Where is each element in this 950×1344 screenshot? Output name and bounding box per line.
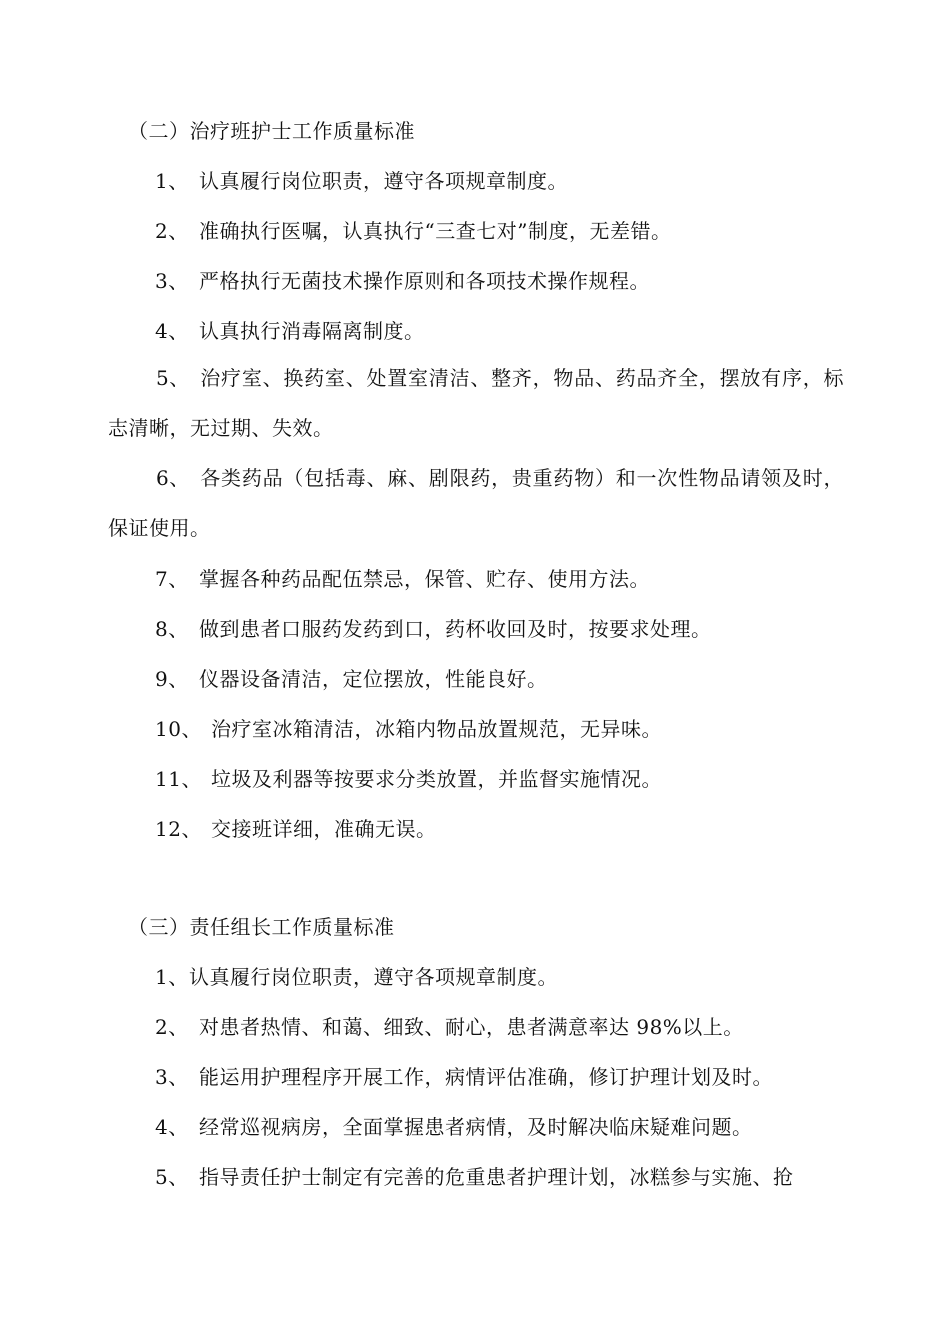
list-item (155, 1063, 773, 1091)
item-text: 认真履行岗位职责，遵守各项规章制度。 (199, 169, 568, 193)
item-number: 2、 (155, 1015, 189, 1039)
item-number: 12、 (155, 817, 202, 841)
item-text: 认真履行岗位职责，遵守各项规章制度。 (189, 965, 558, 989)
item-number: 2、 (155, 219, 189, 243)
item-number: 5、 (156, 366, 190, 390)
item-number: 9、 (155, 667, 189, 691)
item-text: 对患者热情、和蔼、细致、耐心，患者满意率达 98%以上。 (199, 1015, 744, 1039)
list-item (155, 715, 662, 743)
list-item (155, 815, 437, 843)
item-text: 交接班详细，准确无误。 (211, 817, 437, 841)
item-number: 7、 (155, 567, 189, 591)
list-item (155, 1163, 794, 1191)
list-item (155, 217, 671, 245)
item-text: 认真执行消毒隔离制度。 (199, 319, 425, 343)
item-number: 10、 (155, 717, 202, 741)
list-item (155, 665, 548, 693)
item-text: 做到患者口服药发药到口，药杯收回及时，按要求处理。 (199, 617, 712, 641)
item-number: 6、 (156, 466, 190, 490)
section-heading: （二）治疗班护士工作质量标准 (128, 119, 415, 143)
item-text: 经常巡视病房，全面掌握患者病情，及时解决临床疑难问题。 (199, 1115, 753, 1139)
list-item (155, 615, 712, 643)
item-text: 治疗室冰箱清洁，冰箱内物品放置规范，无异味。 (211, 717, 662, 741)
item-text: 能运用护理程序开展工作，病情评估准确，修订护理计划及时。 (199, 1065, 773, 1089)
item-text: 仪器设备清洁，定位摆放，性能良好。 (199, 667, 548, 691)
item-number: 5、 (155, 1165, 189, 1189)
item-text: 严格执行无菌技术操作原则和各项技术操作规程。 (199, 269, 650, 293)
item-text: 各类药品（包括毒、麻、剧限药，贵重药物）和一次性物品请领及时，保证使用。 (108, 466, 844, 540)
item-number: 3、 (155, 1065, 189, 1089)
list-item (155, 317, 425, 345)
item-text: 指导责任护士制定有完善的危重患者护理计划，冰糕参与实施、抢 (199, 1165, 794, 1189)
item-text: 掌握各种药品配伍禁忌，保管、贮存、使用方法。 (199, 567, 650, 591)
list-item (155, 1013, 744, 1041)
list-item (155, 1113, 753, 1141)
list-item (155, 765, 662, 793)
item-number: 4、 (155, 1115, 189, 1139)
item-text: 垃圾及利器等按要求分类放置，并监督实施情况。 (211, 767, 662, 791)
item-number: 11、 (155, 767, 202, 791)
section-heading: （三）责任组长工作质量标准 (128, 915, 395, 939)
list-item (155, 267, 650, 295)
item-number: 4、 (155, 319, 189, 343)
item-number: 8、 (155, 617, 189, 641)
list-item (108, 353, 844, 453)
item-text: 治疗室、换药室、处置室清洁、整齐，物品、药品齐全，摆放有序，标志清晰，无过期、失效。 (108, 366, 844, 440)
list-item (108, 453, 844, 553)
item-text: 准确执行医嘱，认真执行“三查七对”制度，无差错。 (199, 219, 672, 243)
item-number: 3、 (155, 269, 189, 293)
item-number: 1、 (155, 965, 189, 989)
list-item (155, 963, 558, 991)
item-number: 1、 (155, 169, 189, 193)
list-item (155, 565, 650, 593)
list-item (155, 167, 568, 195)
